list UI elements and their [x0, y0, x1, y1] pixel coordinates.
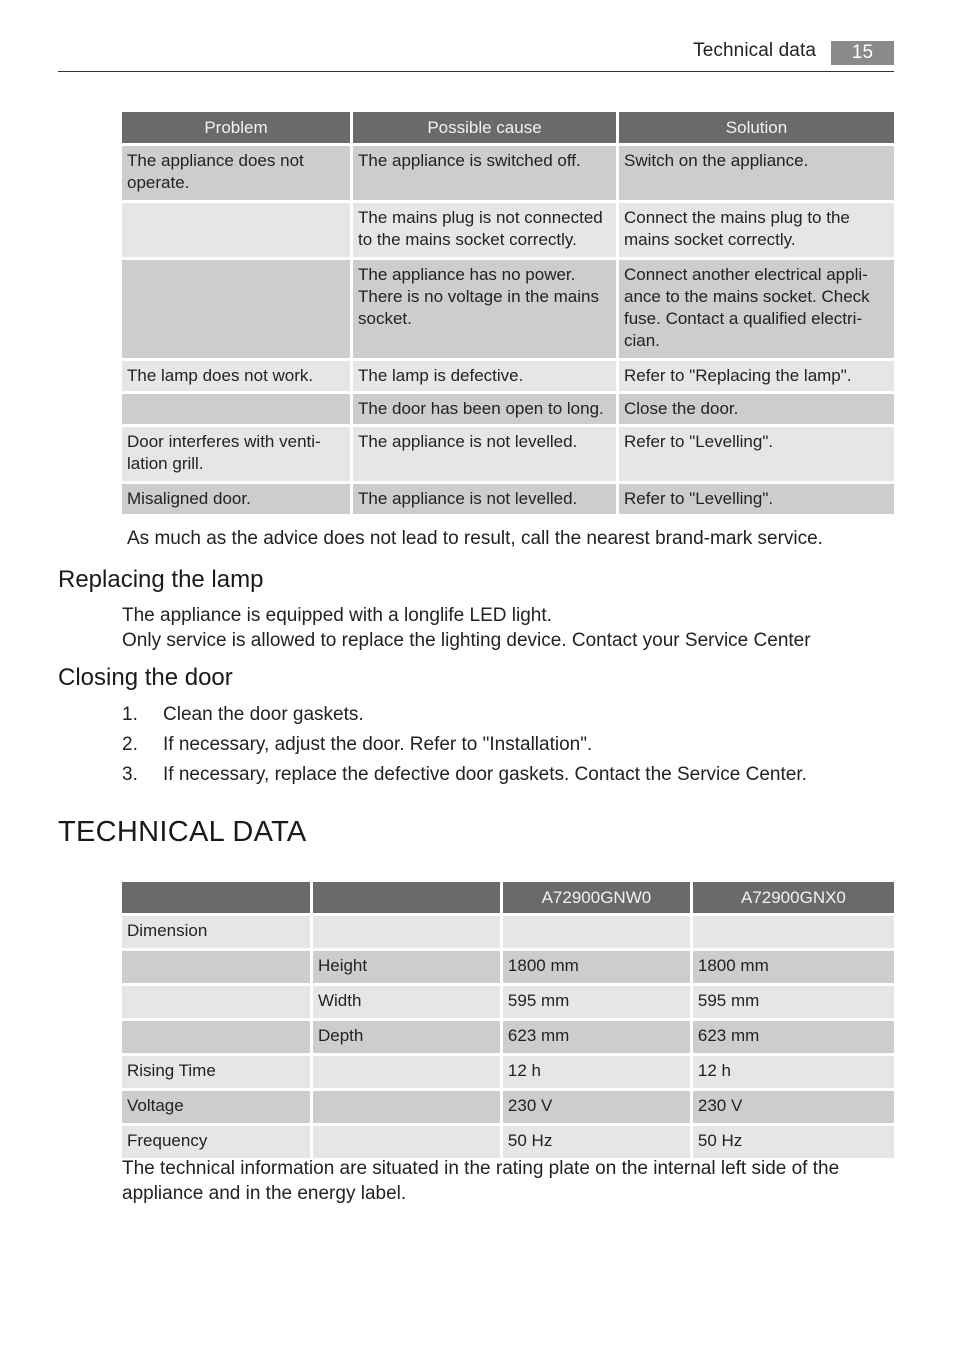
step-number: 2. [122, 734, 138, 755]
solution-cell: Switch on the appliance. [619, 146, 894, 200]
problem-cell [122, 394, 350, 424]
column-header-solution: Solution [619, 112, 894, 143]
spec-sub-cell [313, 1056, 500, 1088]
value-cell: 50 Hz [693, 1126, 894, 1158]
spec-sub-cell [313, 1126, 500, 1158]
table-row [122, 394, 894, 424]
spec-name-cell: Dimension [122, 916, 310, 948]
replacing-lamp-text-1: The appliance is equipped with a longlife LED light. [122, 605, 552, 626]
value-cell: 50 Hz [503, 1126, 690, 1158]
replacing-lamp-text-2: Only service is allowed to replace the lighting device. Contact your Service Center [122, 630, 811, 651]
value-cell: 595 mm [693, 986, 894, 1018]
column-header-problem: Problem [122, 112, 350, 143]
table-row [122, 986, 894, 1018]
step-number: 1. [122, 704, 138, 725]
table-row [122, 260, 894, 358]
value-cell: 623 mm [503, 1021, 690, 1053]
column-header-model-gnw0: A72900GNW0 [503, 882, 690, 913]
page-header [58, 38, 894, 72]
solution-cell: Refer to "Levelling". [619, 484, 894, 514]
table-row [122, 427, 894, 481]
table-row [122, 203, 894, 257]
spec-name-cell [122, 951, 310, 983]
cause-cell: The appliance has no power. There is no voltage in the mains socket. [353, 260, 616, 358]
problem-cell [122, 203, 350, 257]
solution-cell: Close the door. [619, 394, 894, 424]
cause-cell: The lamp is defective. [353, 361, 616, 391]
solution-cell: Refer to "Levelling". [619, 427, 894, 481]
header-section-title: Technical data [693, 40, 816, 61]
cause-cell: The appliance is not levelled. [353, 427, 616, 481]
table-row [122, 1126, 894, 1158]
spec-sub-cell: Depth [313, 1021, 500, 1053]
value-cell: 1800 mm [503, 951, 690, 983]
step-text: Clean the door gaskets. [163, 704, 364, 725]
spec-sub-cell: Height [313, 951, 500, 983]
table-row [122, 146, 894, 200]
table-row [122, 1056, 894, 1088]
technical-data-footnote: The technical information are situated in the rating plate on the internal left side of the appliance and in the energy label. [122, 1158, 840, 1204]
section-heading-replacing-lamp: Replacing the lamp [58, 566, 264, 593]
step-text: If necessary, replace the defective door gaskets. Contact the Service Center. [163, 764, 807, 785]
solution-cell: Connect the mains plug to the mains socket correctly. [619, 203, 894, 257]
cause-cell: The appliance is switched off. [353, 146, 616, 200]
value-cell: 1800 mm [693, 951, 894, 983]
technical-data-title: TECHNICAL DATA [58, 816, 307, 848]
table-row [122, 916, 894, 948]
spec-sub-cell: Width [313, 986, 500, 1018]
cause-cell: The door has been open to long. [353, 394, 616, 424]
cause-cell: The appliance is not levelled. [353, 484, 616, 514]
solution-cell: Connect another electrical appli-ance to the mains socket. Check fuse. Contact a qualified electri-cian. [619, 260, 894, 358]
table-row [122, 1091, 894, 1123]
spec-name-cell: Frequency [122, 1126, 310, 1158]
troubleshooting-footnote: As much as the advice does not lead to result, call the nearest brand-mark service. [127, 528, 823, 549]
spec-name-cell: Voltage [122, 1091, 310, 1123]
spec-name-cell [122, 1021, 310, 1053]
spec-sub-cell [313, 916, 500, 948]
cause-cell: The mains plug is not connected to the mains socket correctly. [353, 203, 616, 257]
problem-cell: Door interferes with venti-lation grill. [122, 427, 350, 481]
solution-cell: Refer to "Replacing the lamp". [619, 361, 894, 391]
spec-name-cell: Rising Time [122, 1056, 310, 1088]
problem-cell: Misaligned door. [122, 484, 350, 514]
table-row [122, 484, 894, 514]
column-header-blank [122, 882, 310, 913]
column-header-blank [313, 882, 500, 913]
spec-name-cell [122, 986, 310, 1018]
value-cell: 623 mm [693, 1021, 894, 1053]
value-cell [503, 916, 690, 948]
value-cell [693, 916, 894, 948]
column-header-cause: Possible cause [353, 112, 616, 143]
table-row [122, 361, 894, 391]
value-cell: 230 V [693, 1091, 894, 1123]
spec-sub-cell [313, 1091, 500, 1123]
value-cell: 12 h [693, 1056, 894, 1088]
section-heading-closing-door: Closing the door [58, 664, 233, 691]
technical-data-table [119, 879, 897, 1161]
troubleshooting-table [119, 109, 897, 517]
table-row [122, 951, 894, 983]
value-cell: 12 h [503, 1056, 690, 1088]
value-cell: 230 V [503, 1091, 690, 1123]
problem-cell: The lamp does not work. [122, 361, 350, 391]
column-header-model-gnx0: A72900GNX0 [693, 882, 894, 913]
table-row [122, 1021, 894, 1053]
problem-cell: The appliance does not operate. [122, 146, 350, 200]
page-number-badge: 15 [831, 41, 894, 65]
value-cell: 595 mm [503, 986, 690, 1018]
step-text: If necessary, adjust the door. Refer to "Installation". [163, 734, 593, 755]
problem-cell [122, 260, 350, 358]
step-number: 3. [122, 764, 138, 785]
